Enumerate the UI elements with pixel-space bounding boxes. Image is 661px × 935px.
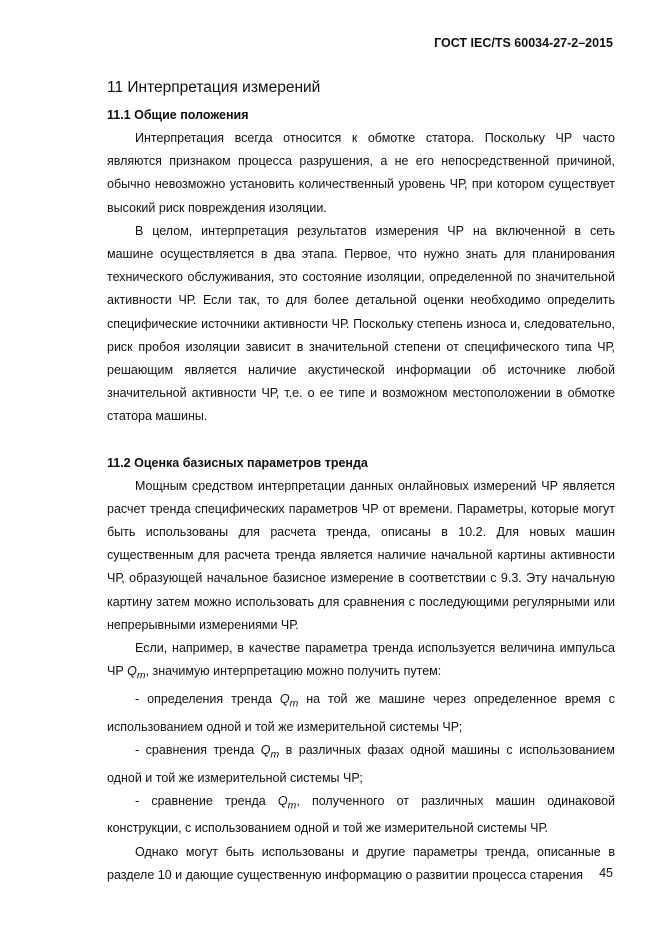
list-item-1: - определения тренда $Q_m$ на той же машине через определенное время с использованием одной и той же измерительной системы ЧР;: [107, 691, 615, 734]
document-header: ГОСТ IEC/TS 60034-27-2–2015: [434, 36, 613, 50]
paragraph-11-1-1: Интерпретация всегда относится к обмотке статора. Поскольку ЧР часто являются признаком процесса разрушения, а не его непосредственной причиной, обычно невозможно установить количественный уровень ЧР, при котором существует высокий риск повреждения изоляции.: [107, 131, 615, 215]
symbol-qm: $Q_m$: [279, 691, 299, 710]
section-11-title: 11 Интерпретация измерений: [107, 79, 321, 96]
symbol-qm: $Q_m$: [127, 664, 146, 682]
page-number: 45: [599, 866, 613, 880]
section-11-1-title: 11.1 Общие положения: [107, 108, 249, 122]
list-item-3: - сравнение тренда $Q_m$, полученного от различных машин одинаковой конструкции, с использованием одной и той же измерительной системы ЧР.: [107, 793, 615, 836]
list-item-2: - сравнения тренда $Q_m$ в различных фазах одной машины с использованием одной и той же измерительной системы ЧР;: [107, 742, 615, 785]
symbol-qm: $Q_m$: [277, 793, 297, 812]
paragraph-11-2-2: Если, например, в качестве параметра тренда используется величина импульса ЧР $Q_m$, значимую интерпретацию можно получить путем:: [107, 641, 615, 682]
paragraph-11-1-2: В целом, интерпретация результатов измерения ЧР на включенной в сеть машине осуществляется в два этапа. Первое, что нужно знать для планирования технического обслуживания, это состояние изоляции, определенной по значительной активности ЧР. Если так, то для более детальной оценки необходимо определить специфические источники активности ЧР. Поскольку степень износа и, следовательно, риск пробоя изоляции зависит в значительной степени от специфического типа ЧР, решающим является наличие акустической информации об источнике любой значительной активности ЧР, т.е. о ее типе и возможном местоположении в обмотке статора машины.: [107, 223, 615, 424]
paragraph-11-2-1: Мощным средством интерпретации данных онлайновых измерений ЧР является расчет тренда специфических параметров ЧР от времени. Параметры, которые могут быть использованы для расчета тренда, описаны в 10.2. Для новых машин существенным для расчета тренда является наличие начальной картины активности ЧР, образующей начальное базисное измерение в соответствии с 9.3. Эту начальную картину затем можно использовать для сравнения с последующими регулярными или непрерывными измерениями ЧР.: [107, 478, 615, 632]
section-11-2-title: 11.2 Оценка базисных параметров тренда: [107, 455, 368, 470]
symbol-qm: $Q_m$: [260, 742, 280, 761]
body-text: [107, 76, 615, 887]
paragraph-11-2-3: Однако могут быть использованы и другие параметры тренда, описанные в разделе 10 и дающие существенную информацию о развитии процесса старения: [107, 844, 615, 882]
